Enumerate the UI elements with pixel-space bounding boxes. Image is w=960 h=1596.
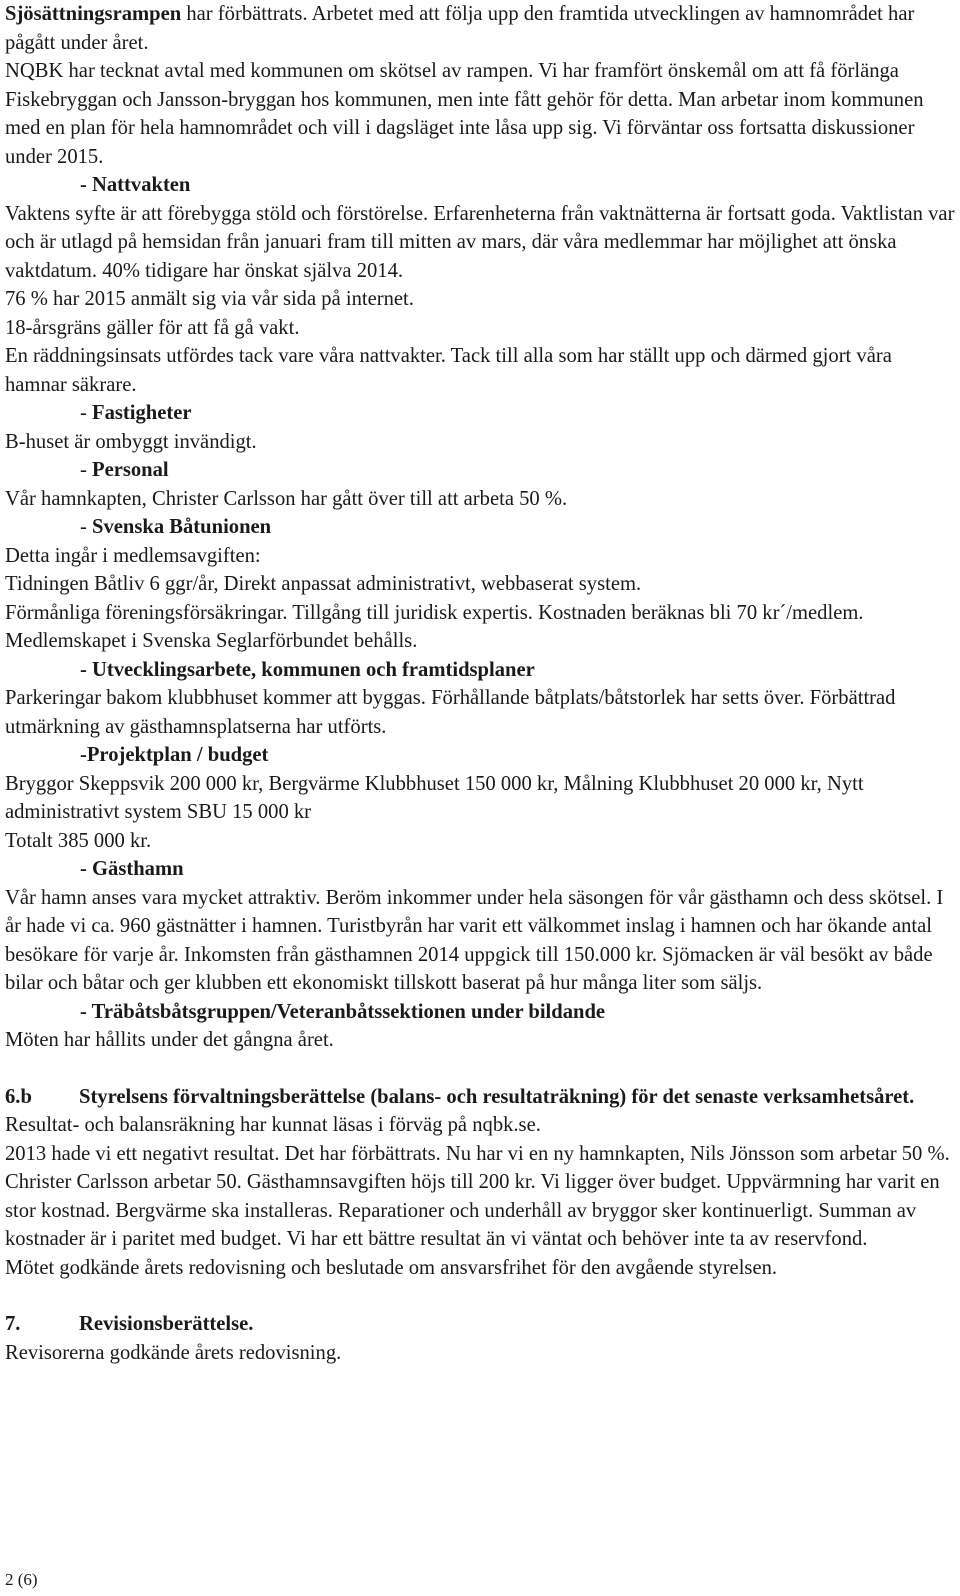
section-7-title: Revisionsberättelse.	[79, 1313, 254, 1335]
intro-lead-text: har förbättrats. Arbetet med att följa upp den framtida utvecklingen av hamnområdet har pågått under året.	[5, 3, 915, 54]
section-6b-title: Styrelsens förvaltningsberättelse (balans- och resultaträkning) för det senaste verksamhetsåret.	[79, 1085, 915, 1108]
section-6b-paragraph-2: 2013 hade vi ett negativt resultat. Det har förbättrats. Nu har vi en ny hamnkapten, Nils Jönsson som arbetar 50 %. Christer Carlsson arbetar 50. Gästhamnsavgiften höjs till 200 kr. Vi ligger över budget. Uppvärmning har varit en stor kostnad. Bergvärme ska installeras. Reparationer och underhåll av bryggor sker kontinuerligt. Summan av kostnader är i paritet med budget. Vi har ett bättre resultat än vi väntat och behöver inte ta av reservfond.	[5, 1142, 950, 1250]
nattvakten-paragraph-2: 76 % har 2015 anmält sig via vår sida på internet.	[5, 288, 414, 310]
heading-personal-label: Personal	[92, 459, 169, 481]
intro-lead-bold: Sjösättningsrampen	[5, 3, 182, 25]
heading-trabatar: - Träbåtsbåtsgruppen/Veteranbåtssektionen under bildande	[80, 1000, 606, 1023]
heading-dash: -	[80, 516, 93, 538]
batunionen-paragraph-2: Tidningen Båtliv 6 ggr/år, Direkt anpassat administrativt, webbaserat system.	[5, 573, 642, 595]
nattvakten-paragraph-1: Vaktens syfte är att förebygga stöld och förstörelse. Erfarenheterna från vaktnätterna är fortsatt goda. Vaktlistan var och är utlagd på hemsidan från januari fram till mitten av mars, där våra medlemmar har möjlighet att önska vaktdatum. 40% tidigare har önskat själva 2014.	[5, 202, 955, 282]
personal-paragraph: Vår hamnkapten, Christer Carlsson har gått över till att arbeta 50 %.	[5, 487, 568, 510]
heading-batunionen-label: Svenska Båtunionen	[92, 516, 272, 538]
trabatar-paragraph: Möten har hållits under det gångna året.	[5, 1029, 334, 1051]
section-6b-paragraph-1: Resultat- och balansräkning har kunnat läsas i förväg på nqbk.se.	[5, 1114, 541, 1136]
section-7-heading	[5, 1310, 955, 1339]
batunionen-paragraph-1: Detta ingår i medlemsavgiften:	[5, 544, 261, 567]
projektplan-paragraph-1: Bryggor Skeppsvik 200 000 kr, Bergvärme Klubbhuset 150 000 kr, Målning Klubbhuset 20 000 kr, Nytt administrativt system SBU 15 000 kr	[5, 772, 864, 823]
heading-dash: -	[80, 402, 93, 424]
heading-projektplan: -Projektplan / budget	[80, 744, 269, 766]
batunionen-paragraph-4: Medlemskapet i Svenska Seglarförbundet behålls.	[5, 630, 418, 652]
spacer	[5, 1282, 955, 1310]
page-number: 2 (6)	[5, 1570, 38, 1589]
heading-personal	[5, 456, 955, 485]
projektplan-paragraph-2: Totalt 385 000 kr.	[5, 829, 152, 852]
nattvakten-paragraph-4: En räddningsinsats utfördes tack vare våra nattvakter. Tack till alla som har ställt upp och därmed gjort våra hamnar säkrare.	[5, 345, 892, 396]
nattvakten-paragraph-3: 18-årsgräns gäller för att få gå vakt.	[5, 316, 300, 339]
batunionen-paragraph-3: Förmånliga föreningsförsäkringar. Tillgång till juridisk expertis. Kostnaden beräknas bli 70 kr´/medlem.	[5, 601, 864, 624]
document-page	[5, 0, 955, 1367]
heading-dash: -	[80, 459, 93, 481]
section-6b-paragraph-3: Mötet godkände årets redovisning och beslutade om ansvarsfrihet för den avgående styrelsen.	[5, 1256, 778, 1279]
gasthamn-paragraph: Vår hamn anses vara mycket attraktiv. Beröm inkommer under hela säsongen för vår gästhamn och dess skötsel. I år hade vi ca. 960 gästnätter i hamnen. Turistbyrån har varit ett välkommet inslag i hamnen och har ökande antal besökare för varje år. Inkomsten från gästhamnen 2014 uppgick till 150.000 kr. Sjömacken är väl besökt av både bilar och båtar och ger klubben ett ekonomiskt tillskott baserat på hur många liter som säljs.	[5, 886, 944, 994]
heading-fastigheter	[5, 399, 955, 428]
heading-batunionen	[5, 513, 955, 542]
intro-paragraph-2: NQBK har tecknat avtal med kommunen om skötsel av rampen. Vi har framfört önskemål om att få förlänga Fiskebryggan och Jansson-bryggan hos kommunen, men inte fått gehör för detta. Man arbetar inom kommunen med en plan för hela hamnområdet och vill i dagsläget inte låsa upp sig. Vi förväntar oss fortsatta diskussioner under 2015.	[5, 60, 924, 168]
section-6b-number: 6.b	[5, 1085, 32, 1108]
spacer	[5, 1055, 955, 1083]
heading-utveckling: - Utvecklingsarbete, kommunen och framtidsplaner	[80, 658, 535, 681]
heading-nattvakten: - Nattvakten	[80, 174, 191, 196]
heading-gasthamn: - Gästhamn	[80, 858, 184, 880]
section-7-paragraph: Revisorerna godkände årets redovisning.	[5, 1341, 342, 1364]
utveckling-paragraph: Parkeringar bakom klubbhuset kommer att byggas. Förhållande båtplats/båtstorlek har setts över. Förbättrad utmärkning av gästhamnsplatserna har utförts.	[5, 687, 896, 738]
fastigheter-paragraph: B-huset är ombyggt invändigt.	[5, 430, 257, 453]
section-7-number: 7.	[5, 1313, 21, 1335]
section-6b-heading	[5, 1083, 955, 1112]
intro-paragraph	[5, 0, 955, 57]
heading-fastigheter-label: Fastigheter	[92, 402, 192, 424]
